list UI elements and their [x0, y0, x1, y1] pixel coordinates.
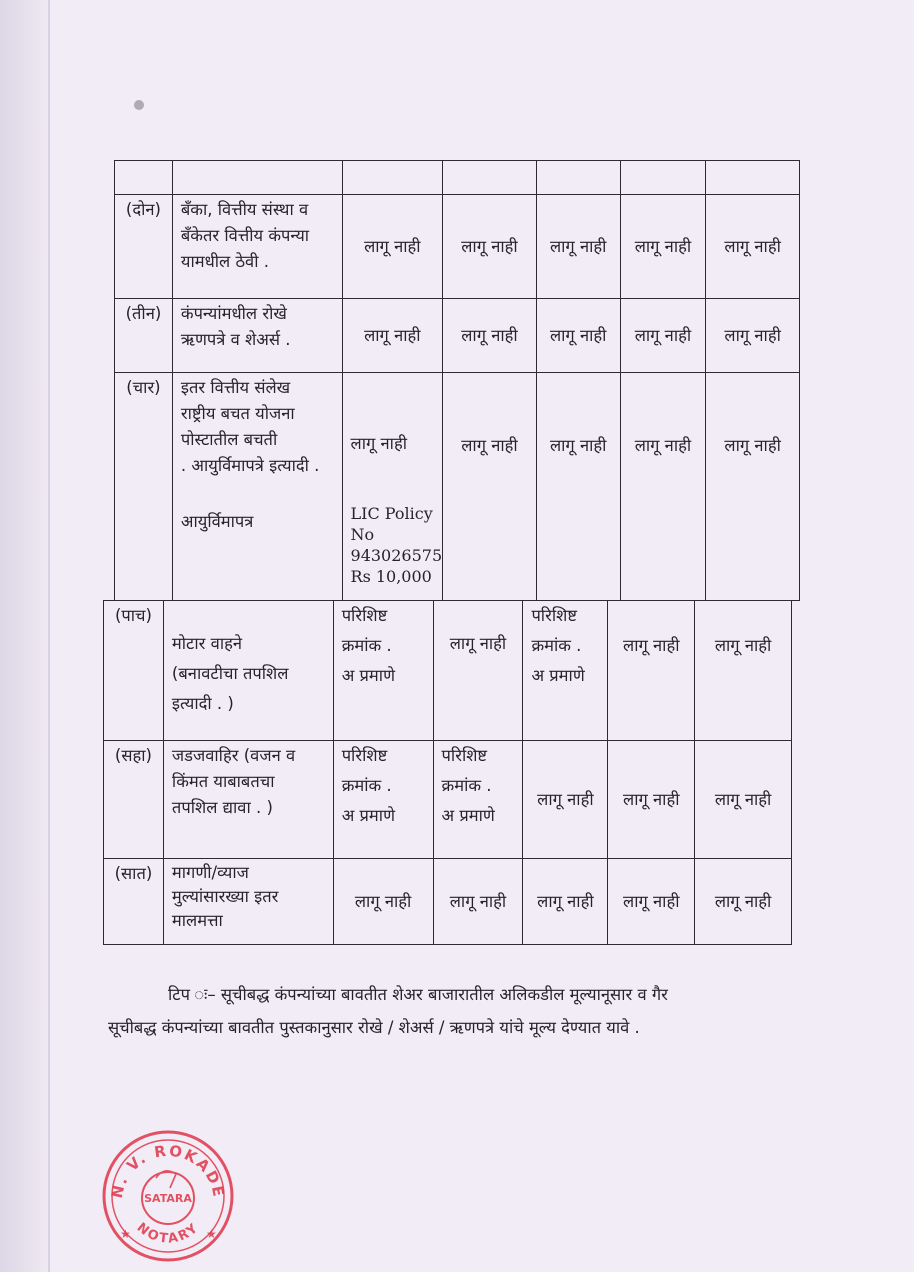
footnote-line-2: सूचीबद्ध कंपन्यांच्या बावतीत पुस्तकानुसार रोखे / शेअर्स / ऋणपत्रे यांचे मूल्य देण्यात यावे .	[108, 1018, 640, 1037]
cell-value: लागू नाही	[536, 373, 620, 601]
assets-table-upper	[114, 160, 800, 601]
stamp-place: SATARA	[144, 1192, 192, 1205]
page-left-shadow	[0, 0, 48, 1272]
cell-value: लागू नाही	[608, 601, 695, 741]
cell-value: लागू नाही	[342, 195, 443, 299]
row-description: मोटार वाहने (बनावटीचा तपशिल इत्यादी . )	[163, 601, 333, 741]
cell-value: परिशिष्ट क्रमांक . अ प्रमाणे	[333, 601, 433, 741]
cell-value: लागू नाही	[706, 299, 800, 373]
row-description: जडजवाहिर (वजन व किंमत याबाबतचा तपशिल द्यावा . )	[163, 741, 333, 859]
cell-value: लागू नाही	[620, 373, 706, 601]
cell-value: लागू नाही	[695, 859, 792, 945]
table-row	[104, 859, 792, 945]
row-description: कंपन्यांमधील रोखे ऋणपत्रे व शेअर्स .	[172, 299, 342, 373]
row-number: (सहा)	[104, 741, 164, 859]
table-row	[104, 601, 792, 741]
cell-value: लागू नाही	[695, 601, 792, 741]
footnote-line-1: टिप ः– सूचीबद्ध कंपन्यांच्या बावतीत शेअर बाजारातील अलिकडील मूल्यानूसार व गैर	[168, 985, 668, 1004]
lic-policy-text: LIC Policy	[350, 504, 433, 523]
cell-value: लागू नाही	[443, 373, 537, 601]
cell-value: लागू नाही	[620, 195, 706, 299]
cell-value: लागू नाही	[608, 859, 695, 945]
row-number: (चार)	[115, 373, 173, 601]
cell-value: लागू नाही	[342, 299, 443, 373]
row-description: मागणी/व्याज मुल्यांसारख्या इतर मालमत्ता	[163, 859, 333, 945]
cell-value: लागू नाही	[536, 195, 620, 299]
table-row	[115, 373, 800, 601]
table-header-row	[115, 161, 800, 195]
table-row	[115, 299, 800, 373]
table-row	[104, 741, 792, 859]
cell-value: परिशिष्ट क्रमांक . अ प्रमाणे	[523, 601, 608, 741]
cell-value: लागू नाही	[620, 299, 706, 373]
row-number: (पाच)	[104, 601, 164, 741]
stamp-text	[108, 1142, 228, 1247]
cell-value: लागू नाही	[706, 195, 800, 299]
star-icon: ★	[206, 1227, 217, 1241]
row-number: (सात)	[104, 859, 164, 945]
cell-value: लागू नाही	[695, 741, 792, 859]
notary-stamp	[98, 1126, 238, 1266]
table-row	[115, 195, 800, 299]
footnote	[108, 978, 808, 1044]
assets-table-lower	[103, 600, 792, 945]
cell-value: लागू नाही	[706, 373, 800, 601]
row-number: (दोन)	[115, 195, 173, 299]
cell-value: परिशिष्ट क्रमांक . अ प्रमाणे	[433, 741, 523, 859]
stamp-title: NOTARY	[133, 1220, 203, 1247]
cell-value: लागू नाही LIC Policy No 943026575 Rs 10,000	[342, 373, 443, 601]
cell-value: लागू नाही	[443, 195, 537, 299]
cell-value: लागू नाही	[608, 741, 695, 859]
row-number: (तीन)	[115, 299, 173, 373]
star-icon: ★	[120, 1227, 131, 1241]
cell-value: लागू नाही	[333, 859, 433, 945]
cell-value: लागू नाही	[443, 299, 537, 373]
row-description: बॅंका, वित्तीय संस्था व बॅंकेतर वित्तीय कंपन्या यामधील ठेवी .	[172, 195, 342, 299]
cell-value: लागू नाही	[433, 859, 523, 945]
cell-value: लागू नाही	[523, 859, 608, 945]
page-fold-line	[48, 0, 50, 1272]
paper-speck	[134, 100, 144, 110]
stamp-name: N. V. ROKADE	[107, 1141, 229, 1200]
cell-value: परिशिष्ट क्रमांक . अ प्रमाणे	[333, 741, 433, 859]
cell-value: लागू नाही	[433, 601, 523, 741]
cell-value: लागू नाही	[536, 299, 620, 373]
cell-value: लागू नाही	[523, 741, 608, 859]
row-description: इतर वित्तीय संलेख राष्ट्रीय बचत योजना पोस्टातील बचती . आयुर्विमापत्रे इत्यादी . आयुर्विमापत्र	[172, 373, 342, 601]
row-description-extra: आयुर्विमापत्र	[180, 512, 254, 531]
